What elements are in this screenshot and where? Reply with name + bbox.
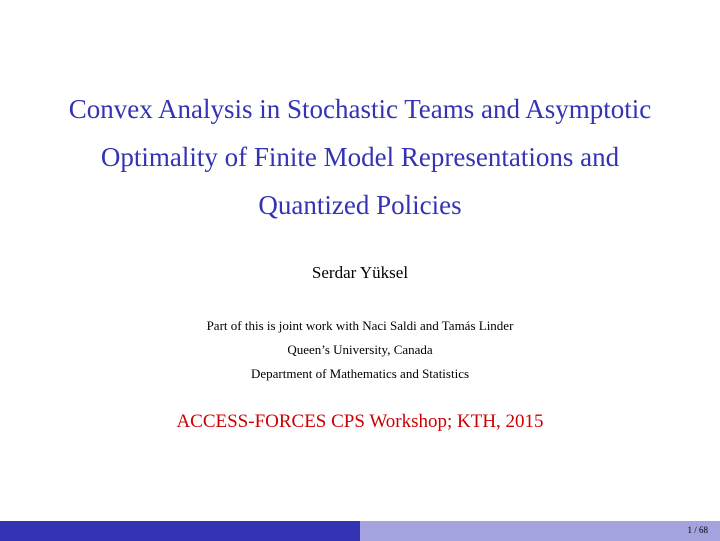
affiliation-block xyxy=(0,314,720,386)
department: Department of Mathematics and Statistics xyxy=(250,366,470,381)
collaboration-note: Part of this is joint work with Naci Saldi and Tamás Linder xyxy=(206,318,514,333)
title-line-3: Quantized Policies xyxy=(258,190,462,220)
institution: Queen’s University, Canada xyxy=(287,342,433,357)
title-line-1: Convex Analysis in Stochastic Teams and Asymptotic xyxy=(68,94,652,124)
title-line-2: Optimality of Finite Model Representations and xyxy=(100,142,620,172)
footer-bar xyxy=(0,521,720,541)
event-name: ACCESS-FORCES CPS Workshop; KTH, 2015 xyxy=(176,411,544,432)
footer-left-segment xyxy=(0,521,360,541)
page-number: 1 / 68 xyxy=(687,525,708,535)
slide-title xyxy=(0,85,720,229)
footer-right-segment xyxy=(360,521,720,541)
author-name: Serdar Yüksel xyxy=(311,263,409,282)
